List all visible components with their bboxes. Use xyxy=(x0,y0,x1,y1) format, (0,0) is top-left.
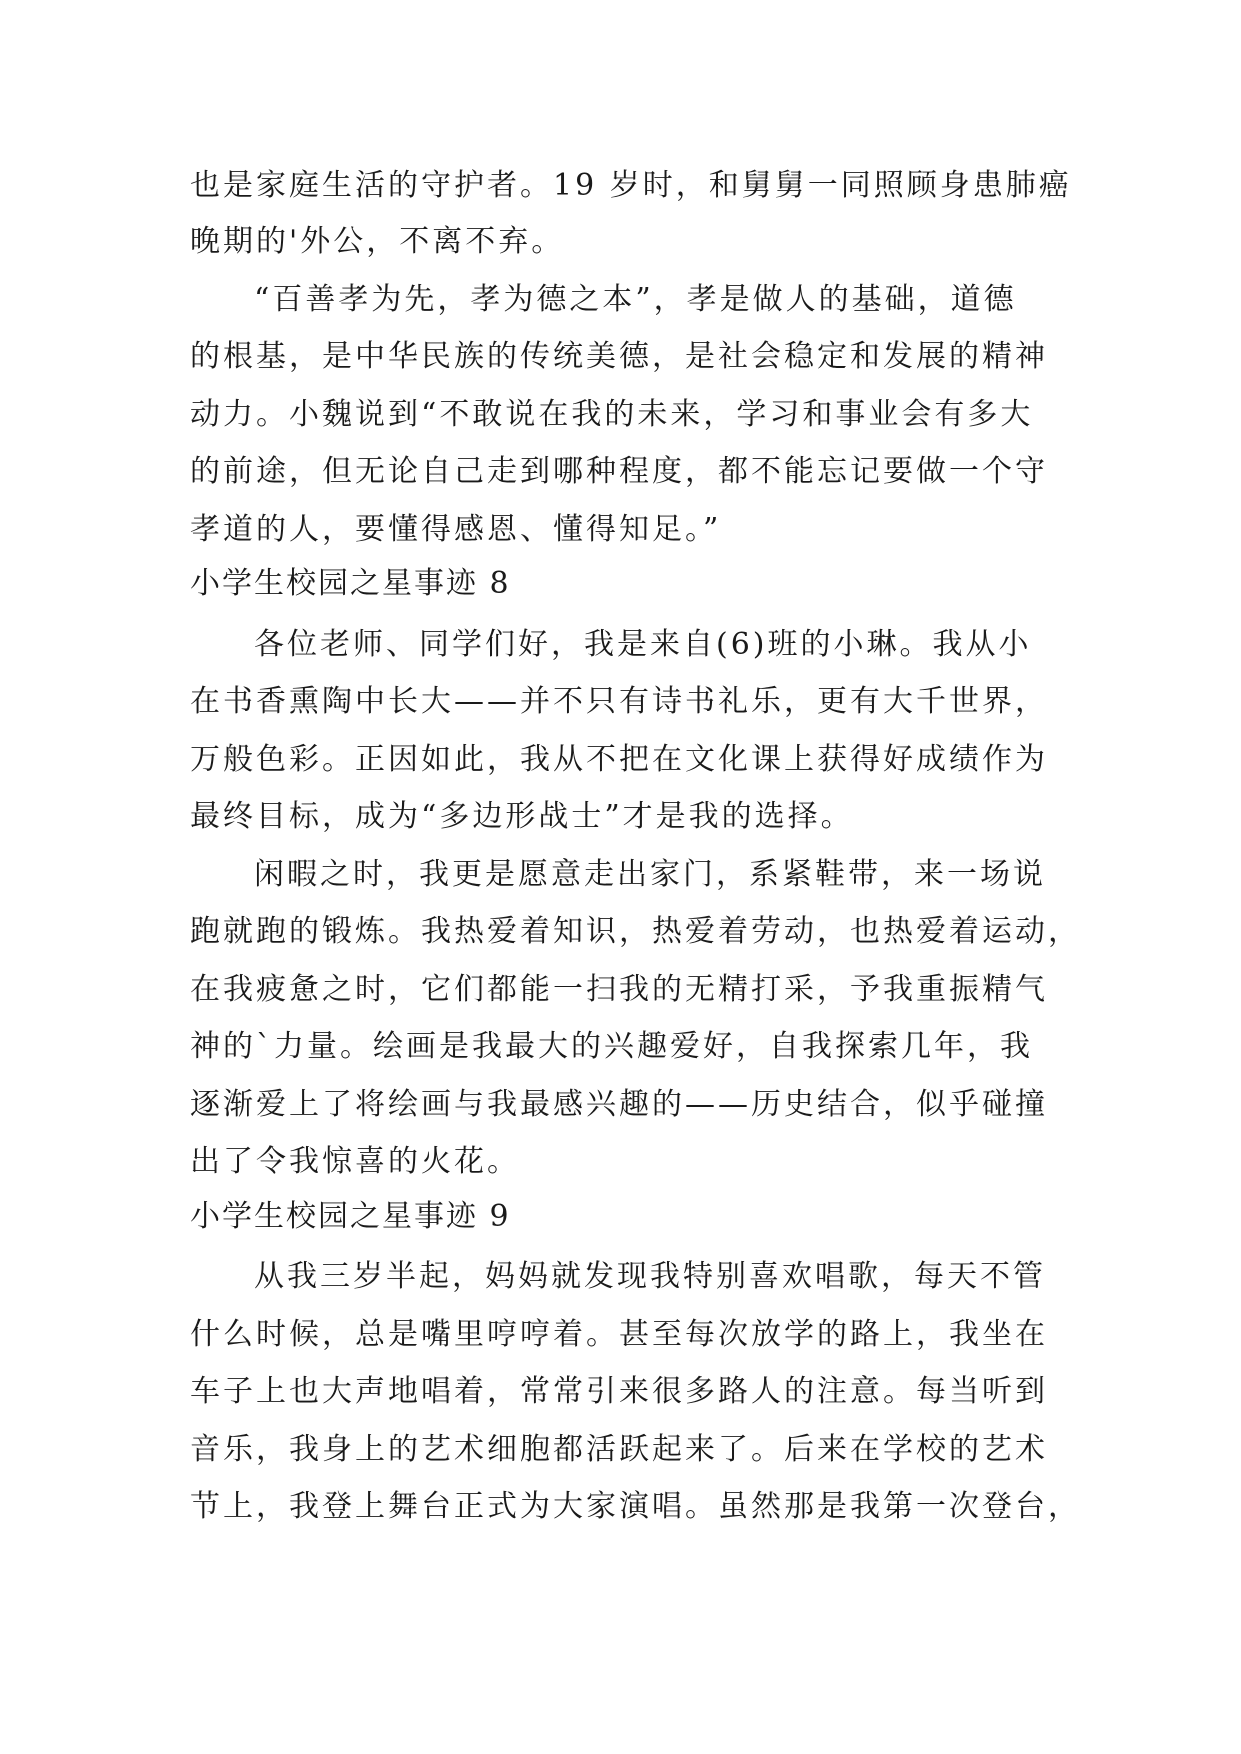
section-heading: 小学生校园之星事迹 9 xyxy=(190,1199,511,1234)
text-line: 车子上也大声地唱着，常常引来很多路人的注意。每当听到 xyxy=(190,1374,1048,1409)
text-line: 逐渐爱上了将绘画与我最感兴趣的——历史结合，似乎碰撞 xyxy=(190,1087,1048,1122)
text-line: 跑就跑的锻炼。我热爱着知识，热爱着劳动，也热爱着运动， xyxy=(190,914,1081,949)
text-line: 万般色彩。正因如此，我从不把在文化课上获得好成绩作为 xyxy=(190,742,1048,777)
text-line: 什么时候，总是嘴里哼哼着。甚至每次放学的路上，我坐在 xyxy=(190,1317,1048,1352)
text-line: 也是家庭生活的守护者。19 岁时，和舅舅一同照顾身患肺癌 xyxy=(190,168,1072,203)
text-line: 音乐，我身上的艺术细胞都活跃起来了。后来在学校的艺术 xyxy=(190,1432,1048,1467)
paragraph-first-line: 闲暇之时，我更是愿意走出家门，系紧鞋带，来一场说 xyxy=(254,857,1046,892)
text-line: 的根基，是中华民族的传统美德，是社会稳定和发展的精神 xyxy=(190,339,1048,374)
paragraph-first-line: 各位老师、同学们好，我是来自(6)班的小琳。我从小 xyxy=(254,627,1032,662)
text-line: 最终目标，成为“多边形战士”才是我的选择。 xyxy=(190,799,854,834)
text-line: 在我疲惫之时，它们都能一扫我的无精打采，予我重振精气 xyxy=(190,972,1048,1007)
text-line: 晚期的'外公，不离不弃。 xyxy=(190,224,565,259)
paragraph-first-line: 从我三岁半起，妈妈就发现我特别喜欢唱歌，每天不管 xyxy=(254,1259,1046,1294)
section-heading: 小学生校园之星事迹 8 xyxy=(190,566,511,601)
text-line: 出了令我惊喜的火花。 xyxy=(190,1144,520,1179)
paragraph-first-line: “百善孝为先，孝为德之本”，孝是做人的基础，道德 xyxy=(254,282,1017,317)
text-line: 神的`力量。绘画是我最大的兴趣爱好，自我探索几年，我 xyxy=(190,1029,1033,1064)
text-line: 孝道的人，要懂得感恩、懂得知足。” xyxy=(190,512,722,547)
text-line: 节上，我登上舞台正式为大家演唱。虽然那是我第一次登台， xyxy=(190,1489,1081,1524)
text-line: 的前途，但无论自己走到哪种程度，都不能忘记要做一个守 xyxy=(190,454,1048,489)
text-line: 在书香熏陶中长大——并不只有诗书礼乐，更有大千世界， xyxy=(190,684,1048,719)
text-line: 动力。小魏说到“不敢说在我的未来，学习和事业会有多大 xyxy=(190,397,1034,432)
